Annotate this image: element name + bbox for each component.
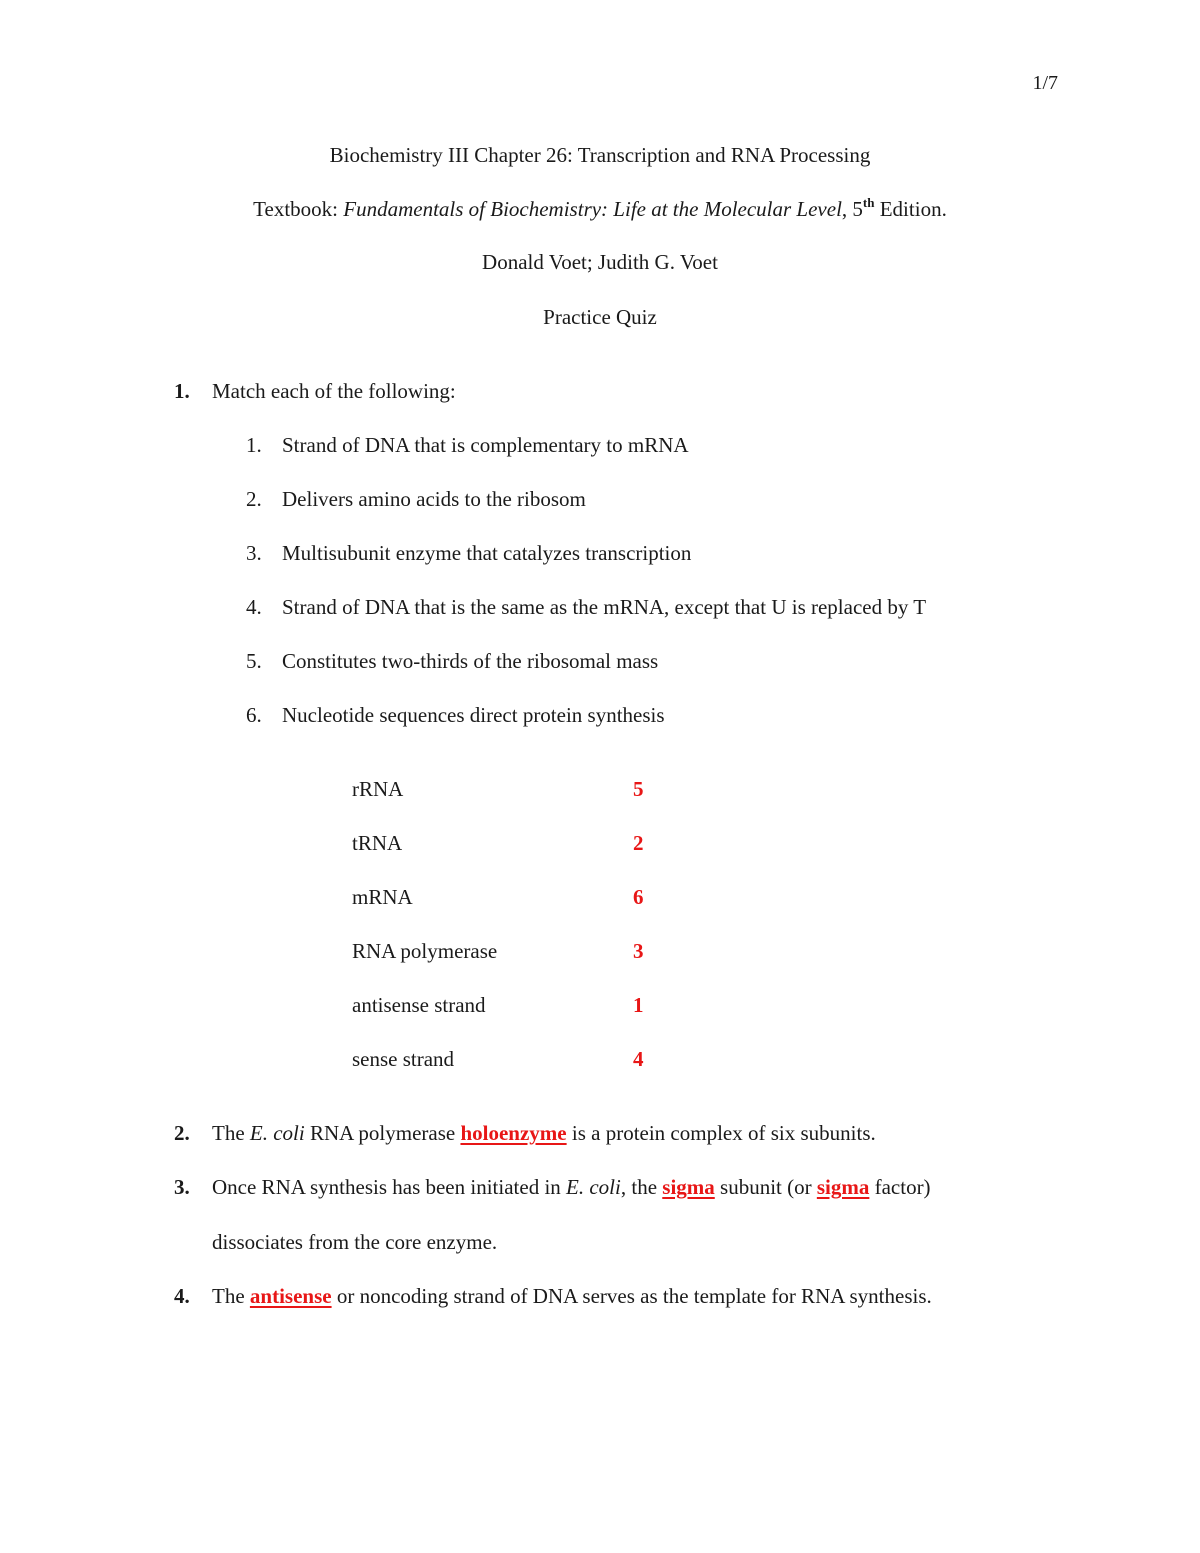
list-item-text: Nucleotide sequences direct protein synthesis bbox=[282, 703, 665, 727]
question-text-part: , the bbox=[620, 1175, 663, 1199]
fill-in-answer: sigma bbox=[816, 1175, 870, 1199]
textbook-edition-num: , 5 bbox=[841, 197, 863, 221]
match-answer: 5 bbox=[633, 777, 644, 801]
question-text bbox=[212, 1284, 932, 1309]
match-answer: 4 bbox=[633, 1047, 644, 1071]
question-text bbox=[212, 1121, 876, 1146]
question-text-part: is a protein complex of six subunits. bbox=[566, 1121, 876, 1145]
question-text-part: subunit (or bbox=[714, 1175, 817, 1199]
fill-in-answer: holoenzyme bbox=[460, 1121, 567, 1145]
textbook-title: Fundamentals of Biochemistry: Life at the Molecular Level bbox=[343, 197, 842, 221]
question-number: 2. bbox=[174, 1121, 190, 1145]
question-text: Match each of the following: bbox=[212, 379, 456, 403]
match-answer: 2 bbox=[633, 831, 644, 855]
quiz-subtitle: Practice Quiz bbox=[543, 305, 657, 329]
list-item-number: 2. bbox=[246, 487, 262, 511]
textbook-prefix: Textbook: bbox=[253, 197, 344, 221]
textbook-edition-sup: th bbox=[862, 195, 875, 210]
question-text-part: RNA polymerase bbox=[304, 1121, 461, 1145]
list-item-text: Strand of DNA that is the same as the mRNA, except that U is replaced by T bbox=[282, 595, 927, 619]
organism-name: E. coli bbox=[249, 1121, 305, 1145]
match-term: rRNA bbox=[352, 777, 404, 801]
question-number: 4. bbox=[174, 1284, 190, 1308]
organism-name: E. coli bbox=[566, 1175, 621, 1199]
match-term: sense strand bbox=[352, 1047, 455, 1071]
question-number: 3. bbox=[174, 1175, 190, 1199]
list-item-text: Multisubunit enzyme that catalyzes transcription bbox=[282, 541, 692, 565]
question-text bbox=[212, 1175, 931, 1200]
question-text-part: or noncoding strand of DNA serves as the template for RNA synthesis. bbox=[331, 1284, 932, 1308]
match-term: RNA polymerase bbox=[352, 939, 498, 963]
fill-in-answer: sigma bbox=[662, 1175, 715, 1199]
question-text-part: The bbox=[212, 1284, 250, 1308]
list-item-text: Delivers amino acids to the ribosom bbox=[282, 487, 586, 511]
question-number: 1. bbox=[174, 379, 190, 403]
page-number: 1/7 bbox=[1032, 72, 1058, 94]
authors: Donald Voet; Judith G. Voet bbox=[482, 250, 718, 274]
match-term: antisense strand bbox=[352, 993, 486, 1017]
match-answer: 6 bbox=[633, 885, 644, 909]
list-item-number: 6. bbox=[246, 703, 262, 727]
match-term: tRNA bbox=[352, 831, 403, 855]
document-title: Biochemistry III Chapter 26: Transcription and RNA Processing bbox=[329, 143, 871, 167]
list-item-text: Constitutes two-thirds of the ribosomal mass bbox=[282, 649, 659, 673]
fill-in-answer: antisense bbox=[249, 1284, 332, 1308]
list-item-number: 1. bbox=[246, 433, 262, 457]
textbook-line bbox=[0, 197, 1200, 222]
question-text-part: factor) bbox=[869, 1175, 931, 1199]
question-text-part: Once RNA synthesis has been initiated in bbox=[212, 1175, 567, 1199]
question-text-part: The bbox=[212, 1121, 250, 1145]
list-item-number: 5. bbox=[246, 649, 262, 673]
list-item-number: 3. bbox=[246, 541, 262, 565]
match-answer: 1 bbox=[633, 993, 644, 1017]
question-text-continued: dissociates from the core enzyme. bbox=[212, 1230, 498, 1254]
textbook-edition-suffix: Edition. bbox=[874, 197, 947, 221]
list-item-number: 4. bbox=[246, 595, 262, 619]
match-term: mRNA bbox=[352, 885, 413, 909]
list-item-text: Strand of DNA that is complementary to mRNA bbox=[282, 433, 689, 457]
match-answer: 3 bbox=[633, 939, 644, 963]
